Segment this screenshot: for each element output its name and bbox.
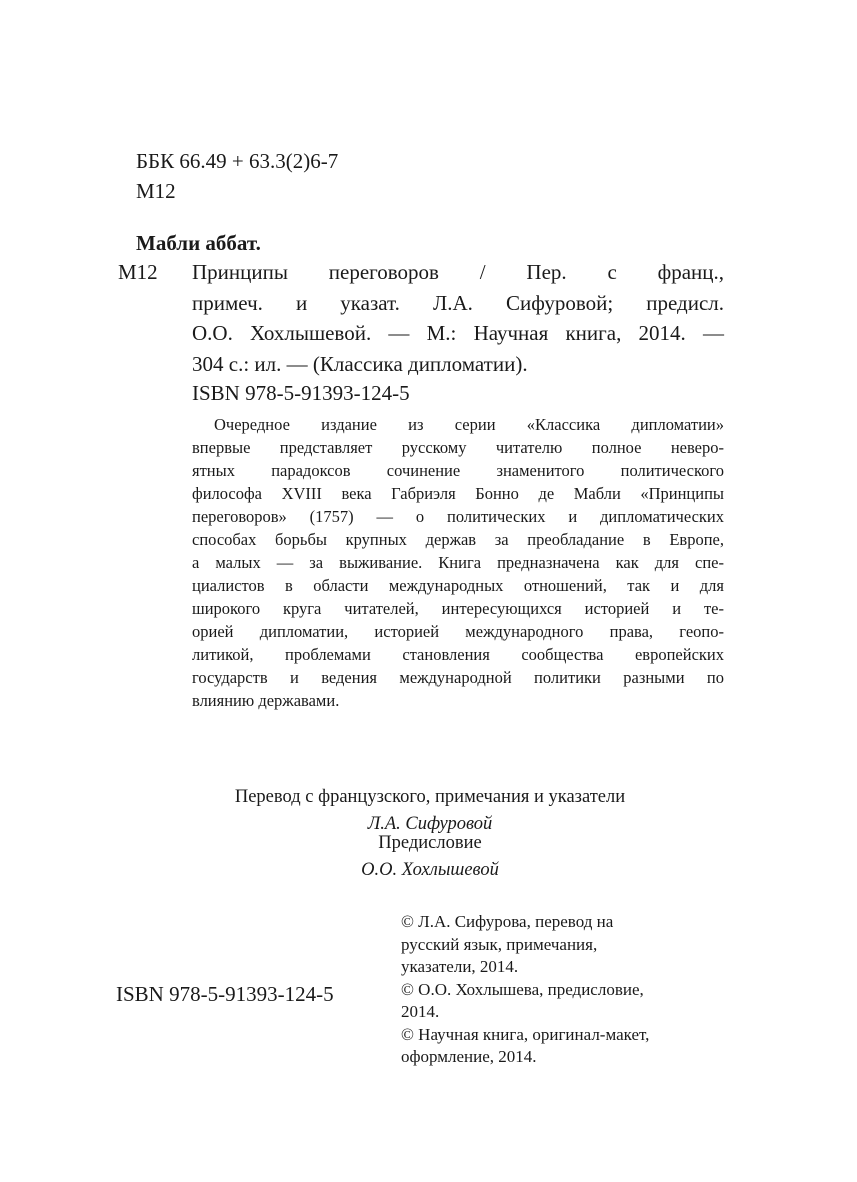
copyright-block xyxy=(401,911,731,1069)
preface-credit-label: Предисловие xyxy=(378,833,482,853)
bibliographic-description xyxy=(192,257,724,379)
annotation-line: Очередное издание из серии «Классика дипломатии» xyxy=(214,415,724,434)
biblio-line: примеч. и указат. Л.А. Сифуровой; предисл. xyxy=(192,290,724,315)
isbn-bottom: ISBN 978-5-91393-124-5 xyxy=(116,982,334,1006)
preface-credit xyxy=(130,830,730,884)
catalog-sign: М12 xyxy=(118,260,158,284)
isbn-main: ISBN 978-5-91393-124-5 xyxy=(192,381,410,405)
annotation-line: орией дипломатии, историей международного права, геопо- xyxy=(192,622,724,641)
annotation-line: литикой, проблемами становления сообщества европейских xyxy=(192,645,724,664)
biblio-line: О.О. Хохлышевой. — М.: Научная книга, 2014. — xyxy=(192,321,724,345)
bbk-code: ББК 66.49 + 63.3(2)6-7 xyxy=(136,149,339,173)
translation-credit-label: Перевод с французского, примечания и указатели xyxy=(234,787,626,807)
copyright-line: © О.О. Хохлышева, предисловие, xyxy=(401,979,644,999)
biblio-line: Принципы переговоров / Пер. с франц., xyxy=(192,260,724,284)
copyright-line: русский язык, примечания, xyxy=(401,934,598,954)
copyright-line: указатели, 2014. xyxy=(401,957,519,976)
annotation-line: государств и ведения международной политики разными по xyxy=(192,668,724,687)
copyright-publisher xyxy=(401,1024,731,1069)
annotation-line: циалистов в области международных отношений, так и для xyxy=(192,576,724,595)
biblio-line: 304 с.: ил. — (Классика дипломатии). xyxy=(192,351,528,376)
annotation-line: впервые представляет русскому читателю полное неверо- xyxy=(192,438,724,457)
annotation xyxy=(192,413,724,712)
copyright-line: оформление, 2014. xyxy=(401,1047,537,1066)
annotation-line: философа XVIII века Габриэля Бонно де Мабли «Принципы xyxy=(192,484,724,503)
annotation-line: а малых — за выживание. Книга предназначена как для спе- xyxy=(192,553,724,572)
copyright-line: © Л.А. Сифурова, перевод на xyxy=(401,912,614,931)
bbk-block xyxy=(136,146,338,206)
annotation-line: способах борьбы крупных держав за преобладание в Европе, xyxy=(192,530,724,549)
annotation-line: широкого круга читателей, интересующихся историей и те- xyxy=(192,599,724,618)
copyright-translator xyxy=(401,911,731,979)
copyright-line: 2014. xyxy=(401,1002,440,1021)
author-sign: М12 xyxy=(136,179,176,203)
annotation-line: переговоров» (1757) — о политических и дипломатических xyxy=(192,507,724,526)
annotation-line: ятных парадоксов сочинение знаменитого политического xyxy=(192,461,724,480)
annotation-line: влиянию державами. xyxy=(192,691,340,710)
preface-author-name: О.О. Хохлышевой xyxy=(361,860,499,880)
author-heading: Мабли аббат. xyxy=(136,231,261,255)
copyright-line: © Научная книга, оригинал-макет, xyxy=(401,1024,650,1044)
copyright-preface xyxy=(401,979,731,1024)
translator-name: Л.А. Сифуровой xyxy=(367,814,493,834)
